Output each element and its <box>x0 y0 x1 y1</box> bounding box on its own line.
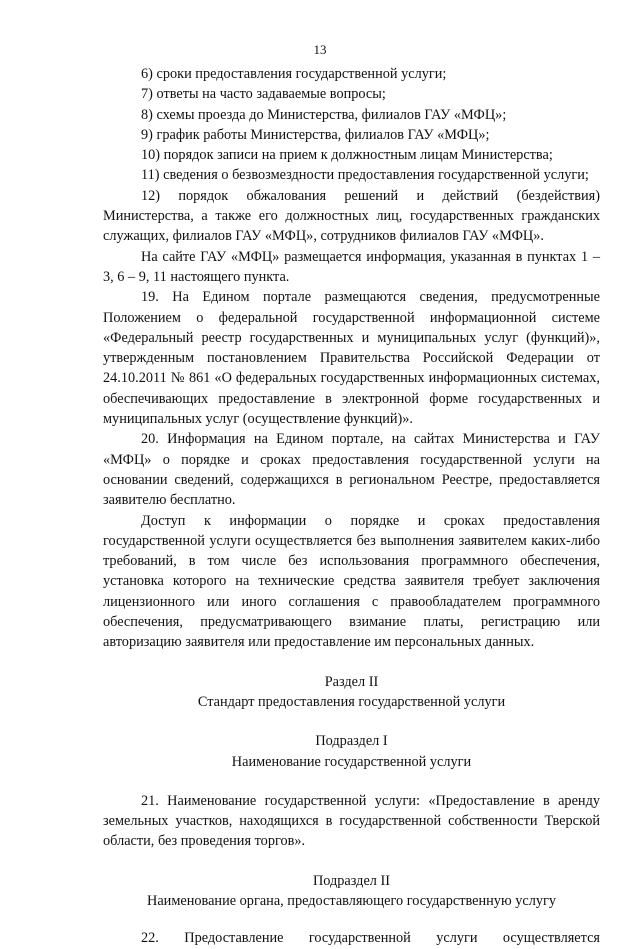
subsection-1-subtitle: Наименование государственной услуги <box>231 753 472 770</box>
page-body <box>103 64 600 949</box>
section-subtitle: Стандарт предоставления государственной услуги <box>197 693 506 710</box>
paragraph-22: 22. Предоставление государственной услуги осуществляется <box>141 930 600 947</box>
list-item-11: 11) сведения о безвозмездности предоставления государственной услуги; <box>141 167 589 184</box>
access-paragraph: Доступ к информации о порядке и сроках предоставления государственной услуги осуществляется без выполнения заявителем каких-либо требований, в том числе без использования программного обеспечения, установка которого на технические средства заявителя требует заключения лицензионного или иного соглашения с правообладателем программного обеспечения, предусматривающего взимание платы, регистрацию или авторизацию заявителя или предоставление им персональных данных. <box>103 512 600 651</box>
paragraph-19: 19. На Едином портале размещаются сведения, предусмотренные Положением о федеральной государственной информационной системе «Федеральный реестр государственных и муниципальных услуг (функций)», утвержденным постановлением Правительства Российской Федерации от 24.10.2011 № 861 «О федеральных государственных информационных системах, обеспечивающих предоставление в электронной форме государственных и муниципальных услуг (осуществление функций)». <box>103 289 600 428</box>
list-item-7: 7) ответы на часто задаваемые вопросы; <box>141 86 386 103</box>
paragraph-21: 21. Наименование государственной услуги: «Предоставление в аренду земельных участков, находящихся в государственной собственности Тверской области, без проведения торгов». <box>103 792 600 850</box>
page-number: 13 <box>313 42 327 57</box>
list-item-12: 12) порядок обжалования решений и действий (бездействия) Министерства, а также его должностных лиц, государственных гражданских служащих, филиалов ГАУ «МФЦ», сотрудников филиалов ГАУ «МФЦ». <box>103 187 600 245</box>
list-item-9: 9) график работы Министерства, филиалов ГАУ «МФЦ»; <box>141 126 490 143</box>
subsection-2-title: Подраздел II <box>312 872 391 889</box>
list-item-6: 6) сроки предоставления государственной услуги; <box>141 66 447 82</box>
list-item-8: 8) схемы проезда до Министерства, филиалов ГАУ «МФЦ»; <box>141 106 507 123</box>
paragraph-20: 20. Информация на Едином портале, на сайтах Министерства и ГАУ «МФЦ» о порядке и сроках предоставления государственной услуги на основании сведений, содержащихся в региональном Реестре, предоставляется заявителю бесплатно. <box>103 431 600 509</box>
subsection-1-title: Подраздел I <box>315 733 388 750</box>
mfc-site-paragraph: На сайте ГАУ «МФЦ» размещается информация, указанная в пунктах 1 – 3, 6 – 9, 11 настоящего пункта. <box>103 248 600 285</box>
list-item-10: 10) порядок записи на прием к должностным лицам Министерства; <box>141 147 553 164</box>
subsection-2-subtitle: Наименование органа, предоставляющего государственную услугу <box>147 892 556 909</box>
section-title: Раздел II <box>324 673 379 690</box>
